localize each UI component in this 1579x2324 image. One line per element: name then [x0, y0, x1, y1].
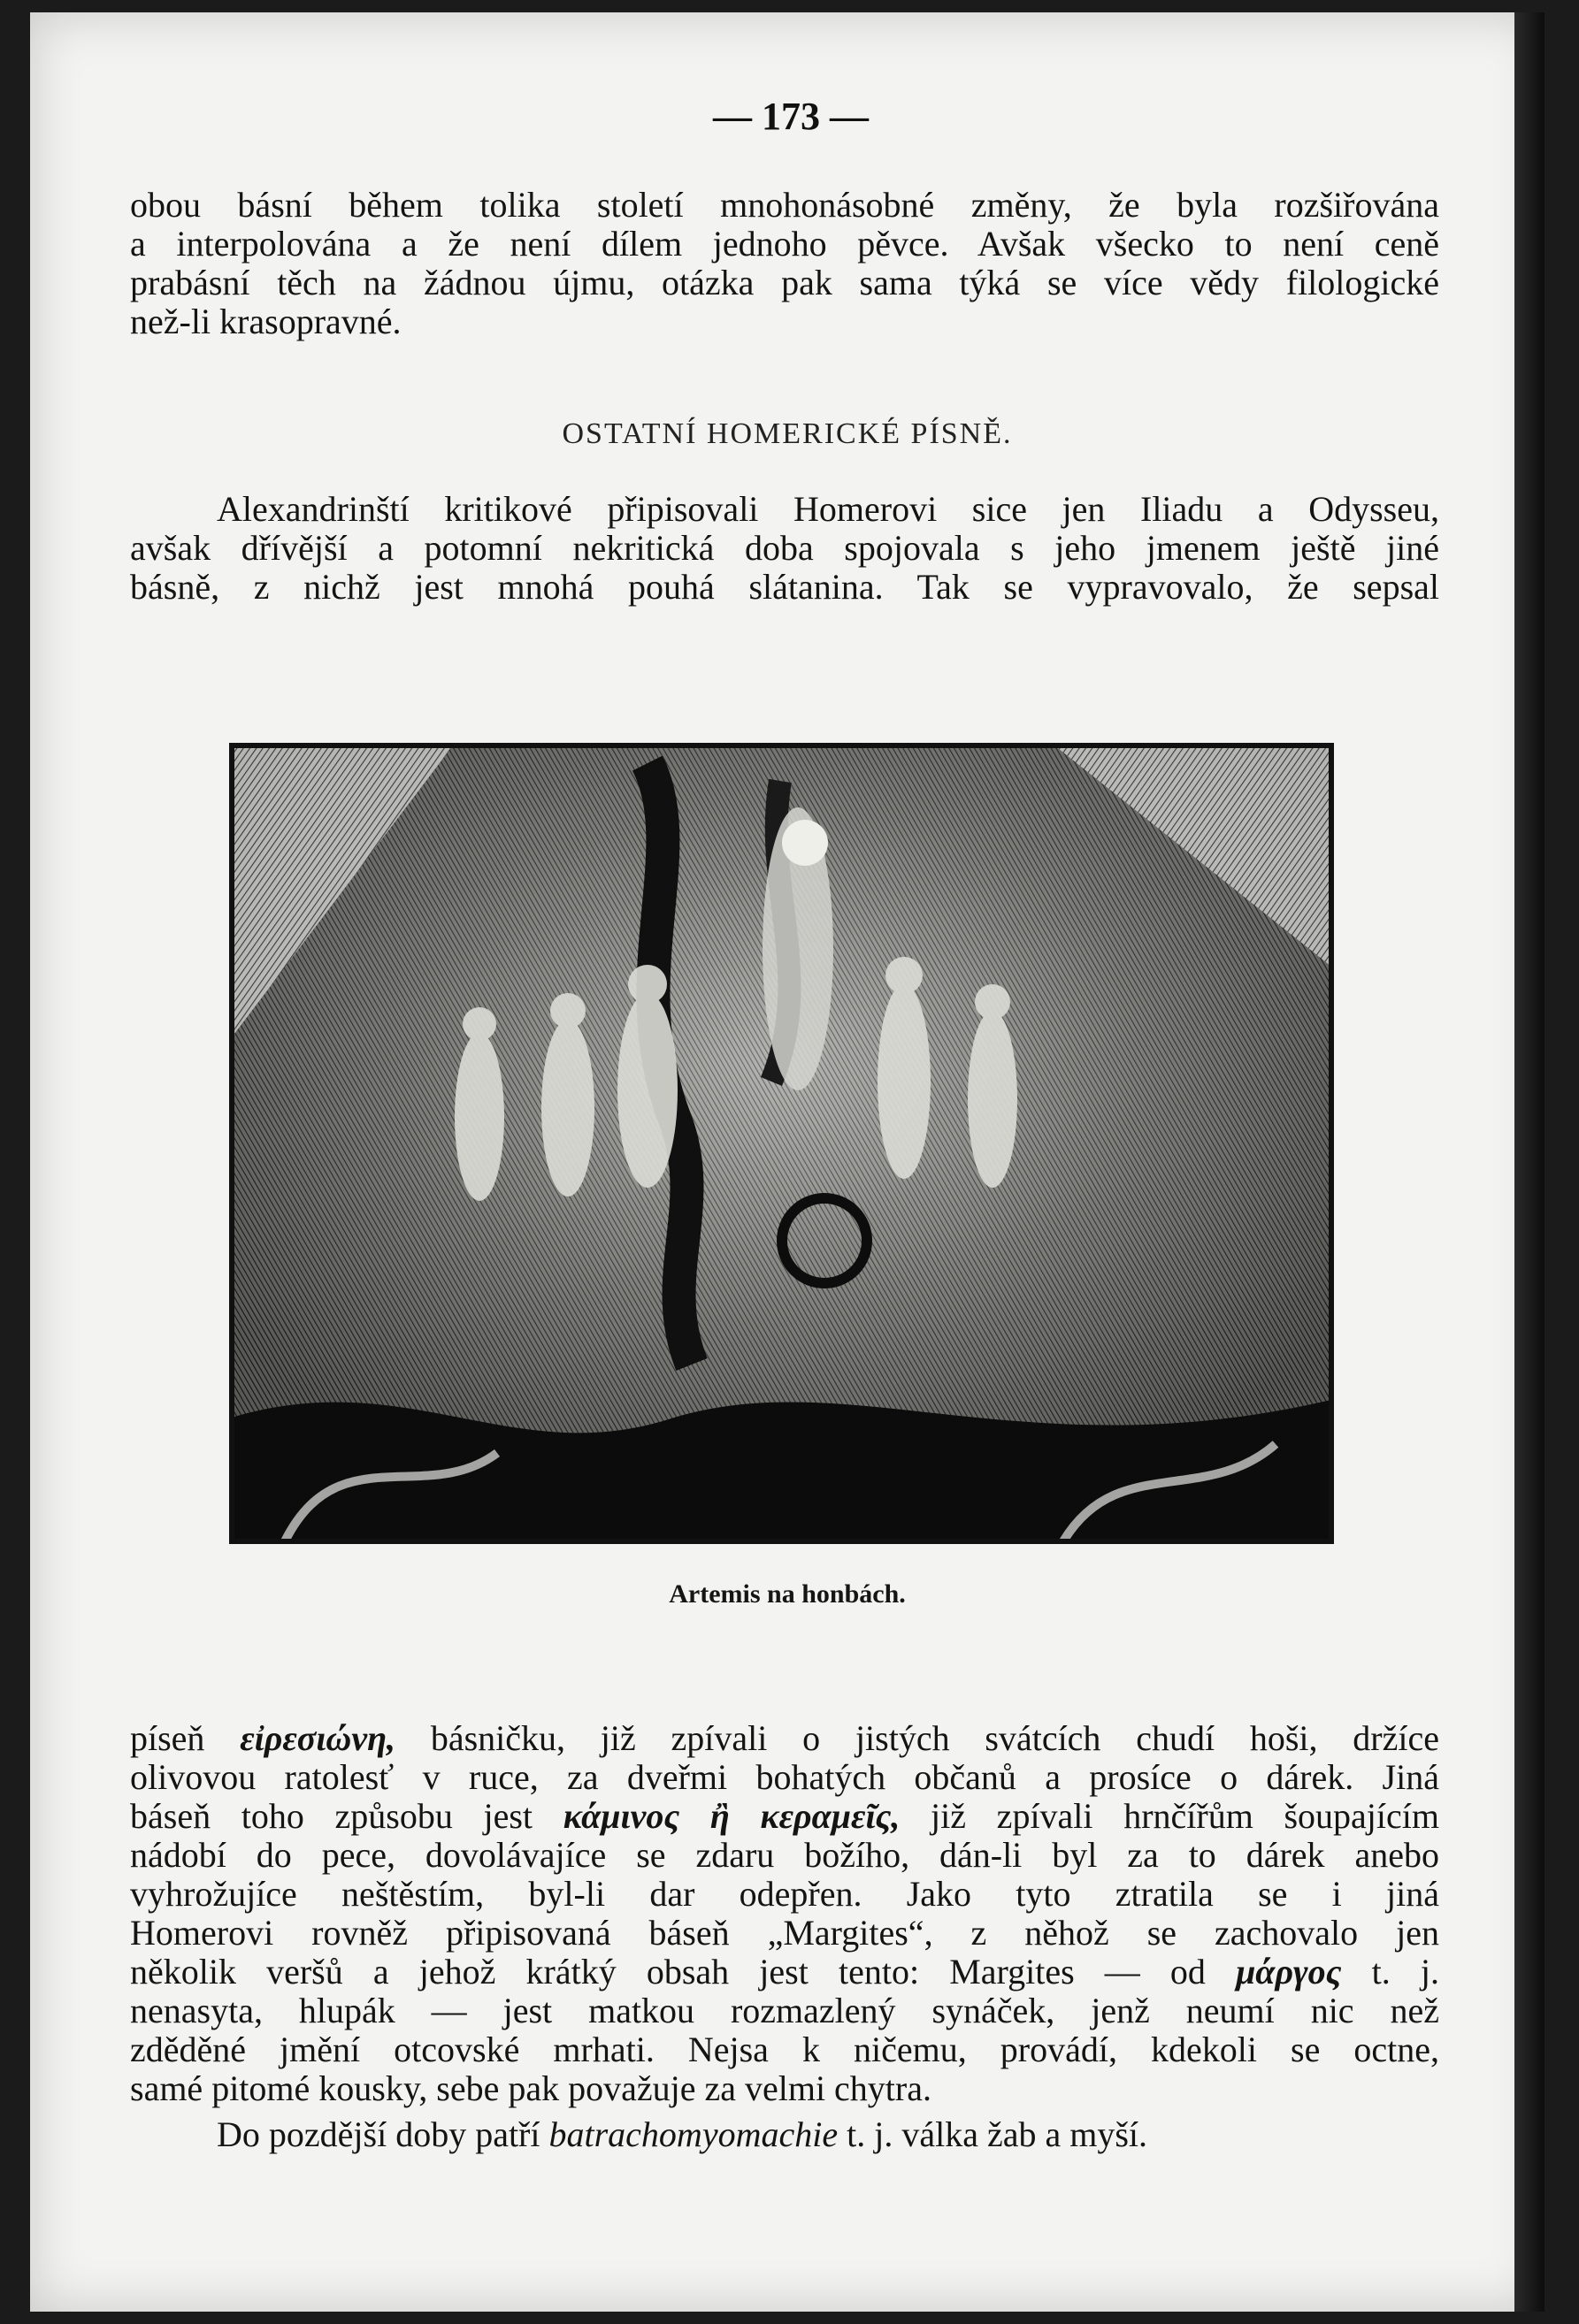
- text-line: avšak dřívější a potomní nekritická doba spojovala s jeho jmenem ještě jiné: [130, 528, 1439, 568]
- body-paragraph: [130, 1719, 1439, 2108]
- text-line: vyhrožujíce neštěstím, byl-li dar odepřen. Jako tyto ztratila se i jiná: [130, 1874, 1439, 1914]
- text-line: [130, 1797, 1439, 1836]
- text-line: nádobí do pece, dovolávajíce se zdaru božího, dán-li byl za to dárek anebo: [130, 1835, 1439, 1875]
- text: báseň toho způsobu jest: [130, 1796, 563, 1836]
- text-line: než-li krasopravné.: [130, 302, 402, 341]
- text-line: [130, 2115, 1439, 2154]
- greek-term: μάργος: [1236, 1952, 1342, 1991]
- text-line: samé pitomé kousky, sebe pak považuje za velmi chytra.: [130, 2068, 931, 2108]
- engraving-illustration: [229, 743, 1334, 1544]
- book-page: [30, 12, 1545, 2312]
- text: básničku, již zpívali o jistých svátcích chudí hoši, držíce: [395, 1718, 1439, 1758]
- text-line: básně, z nichž jest mnohá pouhá slátanina. Tak se vypravovalo, že sepsal: [130, 567, 1439, 607]
- text-line: [130, 1719, 1439, 1758]
- figure-caption: Artemis na honbách.: [669, 1579, 906, 1609]
- text: t. j. válka žab a myší.: [838, 2114, 1147, 2154]
- intro-paragraph: [130, 490, 1439, 607]
- page-number: — 173 —: [713, 95, 869, 138]
- top-paragraph: [130, 186, 1439, 341]
- book-spine: [1514, 12, 1545, 2312]
- text-line: prabásní těch na žádnou újmu, otázka pak sama týká se více vědy filologické: [130, 263, 1439, 302]
- text-line: [130, 1953, 1439, 1991]
- text: Do pozdější doby patří: [217, 2114, 549, 2154]
- closing-paragraph: [130, 2115, 1439, 2154]
- text-line: obou básní během tolika století mnohonásobné změny, že byla rozšiřována: [130, 185, 1439, 225]
- engraving-image: [232, 745, 1331, 1541]
- text: několik veršů a jehož krátký obsah jest tento: Margites — od: [130, 1952, 1206, 1991]
- text-line: Alexandrinští kritikové připisovali Homerovi sice jen Iliadu a Odysseu,: [217, 489, 1439, 529]
- text-line: olivovou ratolesť v ruce, za dveřmi bohatých občanů a prosíce o dárek. Jiná: [130, 1757, 1439, 1797]
- greek-term: κάμινος ἢ κεραμεῖς,: [563, 1796, 901, 1836]
- text-line: nenasyta, hlupák — jest matkou rozmazlený synáček, jenž neumí nic než: [130, 1991, 1439, 2030]
- text: píseň: [130, 1718, 241, 1758]
- text: t. j.: [1341, 1952, 1440, 1991]
- text-line: zděděné jmění otcovské mrhati. Nejsa k ničemu, provádí, kdekoli se octne,: [130, 2030, 1439, 2069]
- italic-term: batrachomyomachie: [548, 2114, 839, 2154]
- section-heading: OSTATNÍ HOMERICKÉ PÍSNĚ.: [562, 417, 1013, 450]
- text-line: a interpolována a že není dílem jednoho pěvce. Avšak všecko to není ceně: [130, 224, 1439, 264]
- text: již zpívali hrnčířům šoupajícím: [900, 1796, 1439, 1836]
- text-line: Homerovi rovněž připisovaná báseň „Margites“, z něhož se zachovalo jen: [130, 1913, 1439, 1953]
- greek-term: εἰρεσιώνη,: [240, 1718, 396, 1758]
